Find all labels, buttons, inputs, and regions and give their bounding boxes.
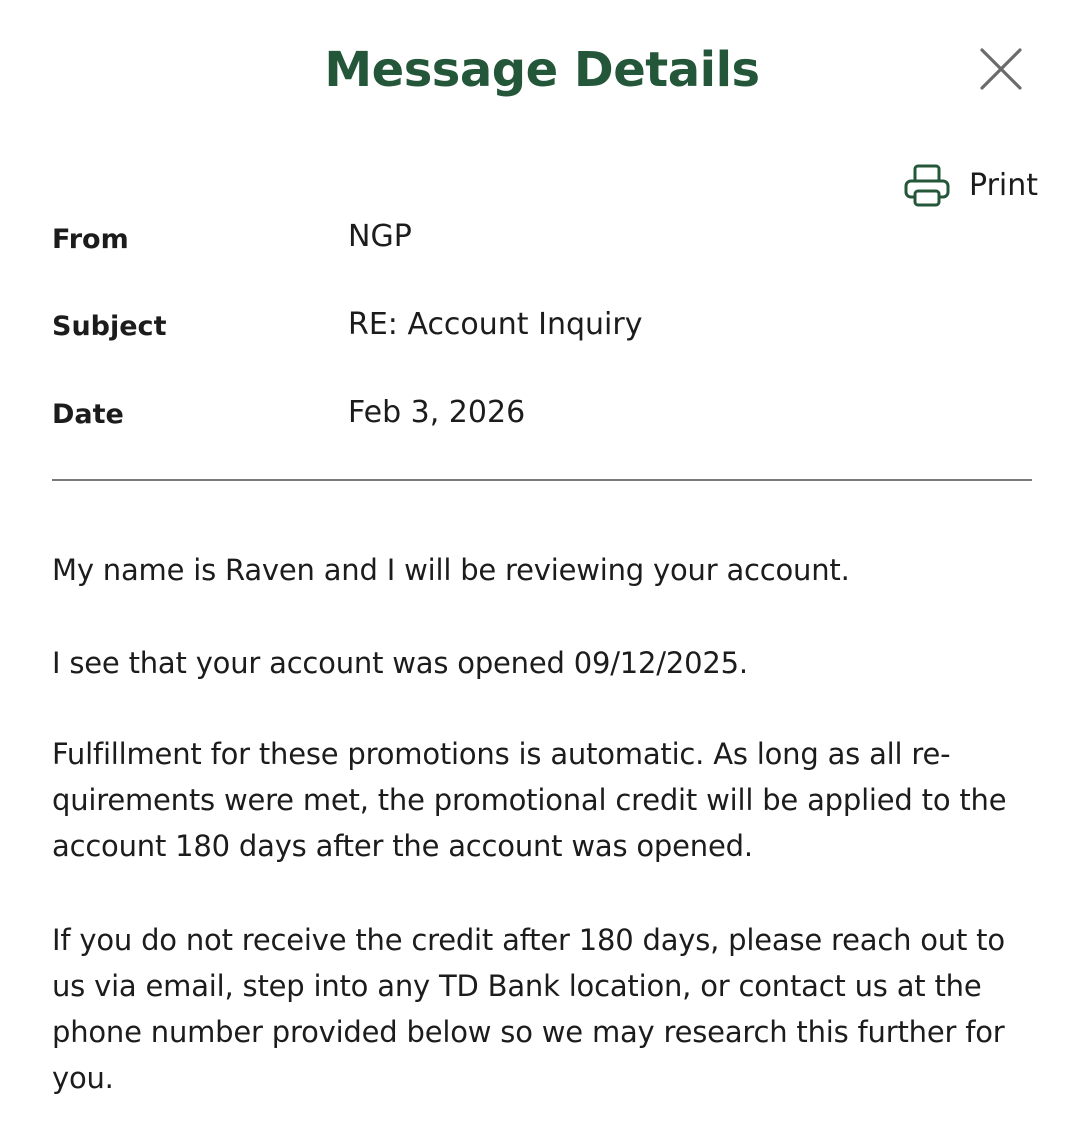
- message-paragraph: My name is Raven and I will be reviewing your account.: [52, 553, 850, 587]
- date-row: [52, 393, 1032, 437]
- message-paragraph: Fulfillment for these promotions is automatic. As long as all re-quirements were met, the promotional credit will be applied to the account 180 days after the account was opened.: [52, 737, 1007, 863]
- subject-row: [52, 305, 1032, 349]
- date-value: Feb 3, 2026: [348, 395, 526, 430]
- date-label: Date: [52, 399, 124, 430]
- dialog-title: Message Details: [324, 42, 760, 98]
- message-paragraph: I see that your account was opened 09/12/2025.: [52, 646, 748, 680]
- printer-icon: [904, 164, 950, 208]
- from-row: [52, 218, 1032, 262]
- subject-label: Subject: [52, 311, 167, 342]
- print-button[interactable]: [904, 164, 1038, 208]
- from-label: From: [52, 224, 129, 255]
- from-value: NGP: [348, 219, 412, 254]
- close-icon: [980, 48, 1022, 90]
- close-button[interactable]: [980, 48, 1022, 90]
- message-paragraph: If you do not receive the credit after 180 days, please reach out to us via email, step into any TD Bank location, or contact us at the phone number provided below so we may research this further for you.: [52, 923, 1005, 1095]
- header-divider: [52, 479, 1032, 481]
- print-label: Print: [969, 168, 1039, 203]
- subject-value: RE: Account Inquiry: [348, 307, 643, 342]
